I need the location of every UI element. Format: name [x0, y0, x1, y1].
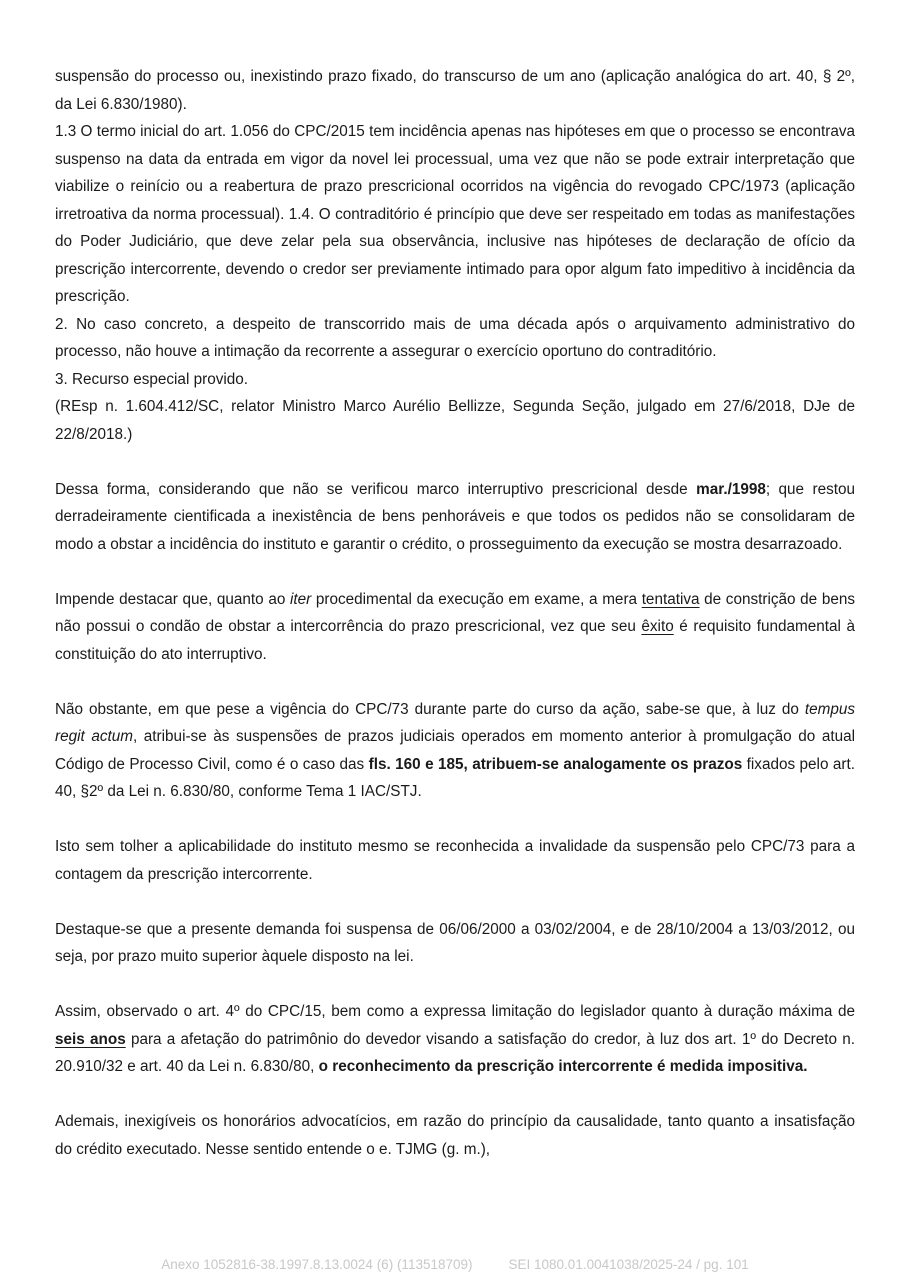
- paragraph-isto: Isto sem tolher a aplicabilidade do instituto mesmo se reconhecida a invalidade da suspensão pelo CPC/73 para a contagem da prescrição intercorrente.: [55, 838, 855, 883]
- paragraph-ademais: Ademais, inexigíveis os honorários advocatícios, em razão do princípio da causalidade, tanto quanto a insatisfação do crédito executado. Nesse sentido entende o e. TJMG (g. m.),: [55, 1113, 855, 1158]
- bold-date: mar./1998: [696, 480, 766, 498]
- bold-phrase: fls. 160 e 185, atribuem-se analogamente os prazos: [368, 755, 743, 773]
- paragraph-impende: Impende destacar que, quanto ao iter procedimental da execução em exame, a mera tentativa de constrição de bens não possui o condão de obstar a intercorrência do prazo prescricional, vez que seu êxito é requisito fundamental à constituição do ato interruptivo.: [55, 590, 855, 663]
- paragraph-spacer: [55, 668, 855, 696]
- paragraph-spacer: [55, 888, 855, 916]
- paragraph-spacer: [55, 1081, 855, 1109]
- quote-paragraph: 2. No caso concreto, a despeito de transcorrido mais de uma década após o arquivamento administrativo do processo, não houve a intimação da recorrente a assegurar o exercício oportuno do contraditório.: [55, 315, 855, 360]
- italic-term: iter: [289, 590, 312, 608]
- footer-annex-ref: Anexo 1052816-38.1997.8.13.0024 (6) (113518709): [161, 1257, 473, 1272]
- document-body: [55, 63, 855, 1163]
- paragraph-nao-obstante: Não obstante, em que pese a vigência do CPC/73 durante parte do curso da ação, sabe-se que, à luz do tempus regit actum, atribui-se às suspensões de prazos judiciais operados em momento anterior à promulgação do atual Código de Processo Civil, como é o caso das fls. 160 e 185, atribuem-se analogamente os prazos fixados pelo art. 40, §2º da Lei n. 6.830/80, conforme Tema 1 IAC/STJ.: [55, 700, 855, 800]
- page-footer: [0, 1257, 910, 1272]
- quote-paragraph: 1.3 O termo inicial do art. 1.056 do CPC/2015 tem incidência apenas nas hipóteses em que o processo se encontrava suspenso na data da entrada em vigor da novel lei processual, uma vez que não se pode extrair interpretação que viabilize o reinício ou a reabertura de prazo prescricional ocorridos na vigência do revogado CPC/1973 (aplicação irretroativa da norma processual). 1.4. O contraditório é princípio que deve ser respeitado em todas as manifestações do Poder Judiciário, que deve zelar pela sua observância, inclusive nas hipóteses de declaração de ofício da prescrição intercorrente, devendo o credor ser previamente intimado para opor algum fato impeditivo à incidência da prescrição.: [55, 123, 855, 305]
- italic-term: tempus regit actum: [55, 700, 855, 745]
- paragraph-dessa-forma: Dessa forma, considerando que não se verificou marco interruptivo prescricional desde mar./1998; que restou derradeiramente cientificada a inexistência de bens penhoráveis e que todos os pedidos não se consolidaram de modo a obstar a incidência do instituto e garantir o crédito, o prosseguimento da execução se mostra desarrazoado.: [55, 480, 855, 553]
- quote-paragraph: suspensão do processo ou, inexistindo prazo fixado, do transcurso de um ano (aplicação analógica do art. 40, § 2º, da Lei 6.830/1980).: [55, 68, 855, 113]
- paragraph-spacer: [55, 806, 855, 834]
- paragraph-spacer: [55, 558, 855, 586]
- paragraph-spacer: [55, 448, 855, 476]
- underlined-term: tentativa: [641, 590, 700, 608]
- quote-citation: (REsp n. 1.604.412/SC, relator Ministro Marco Aurélio Bellizze, Segunda Seção, julgado em 27/6/2018, DJe de 22/8/2018.): [55, 398, 855, 443]
- paragraph-spacer: [55, 971, 855, 999]
- footer-sei-ref: SEI 1080.01.0041038/2025-24 / pg. 101: [508, 1257, 749, 1272]
- underlined-term: êxito: [641, 618, 674, 635]
- paragraph-destaque: Destaque-se que a presente demanda foi suspensa de 06/06/2000 a 03/02/2004, e de 28/10/2004 a 13/03/2012, ou seja, por prazo muito superior àquele disposto na lei.: [55, 920, 855, 965]
- bold-conclusion: o reconhecimento da prescrição intercorrente é medida impositiva.: [318, 1058, 808, 1075]
- quote-paragraph: 3. Recurso especial provido.: [55, 370, 249, 388]
- paragraph-assim: Assim, observado o art. 4º do CPC/15, bem como a expressa limitação do legislador quanto à duração máxima de seis anos para a afetação do patrimônio do devedor visando a satisfação do credor, à luz dos art. 1º do Decreto n. 20.910/32 e art. 40 da Lei n. 6.830/80, o reconhecimento da prescrição intercorrente é medida impositiva.: [55, 1003, 855, 1075]
- bold-underlined-term: seis anos: [55, 1030, 126, 1048]
